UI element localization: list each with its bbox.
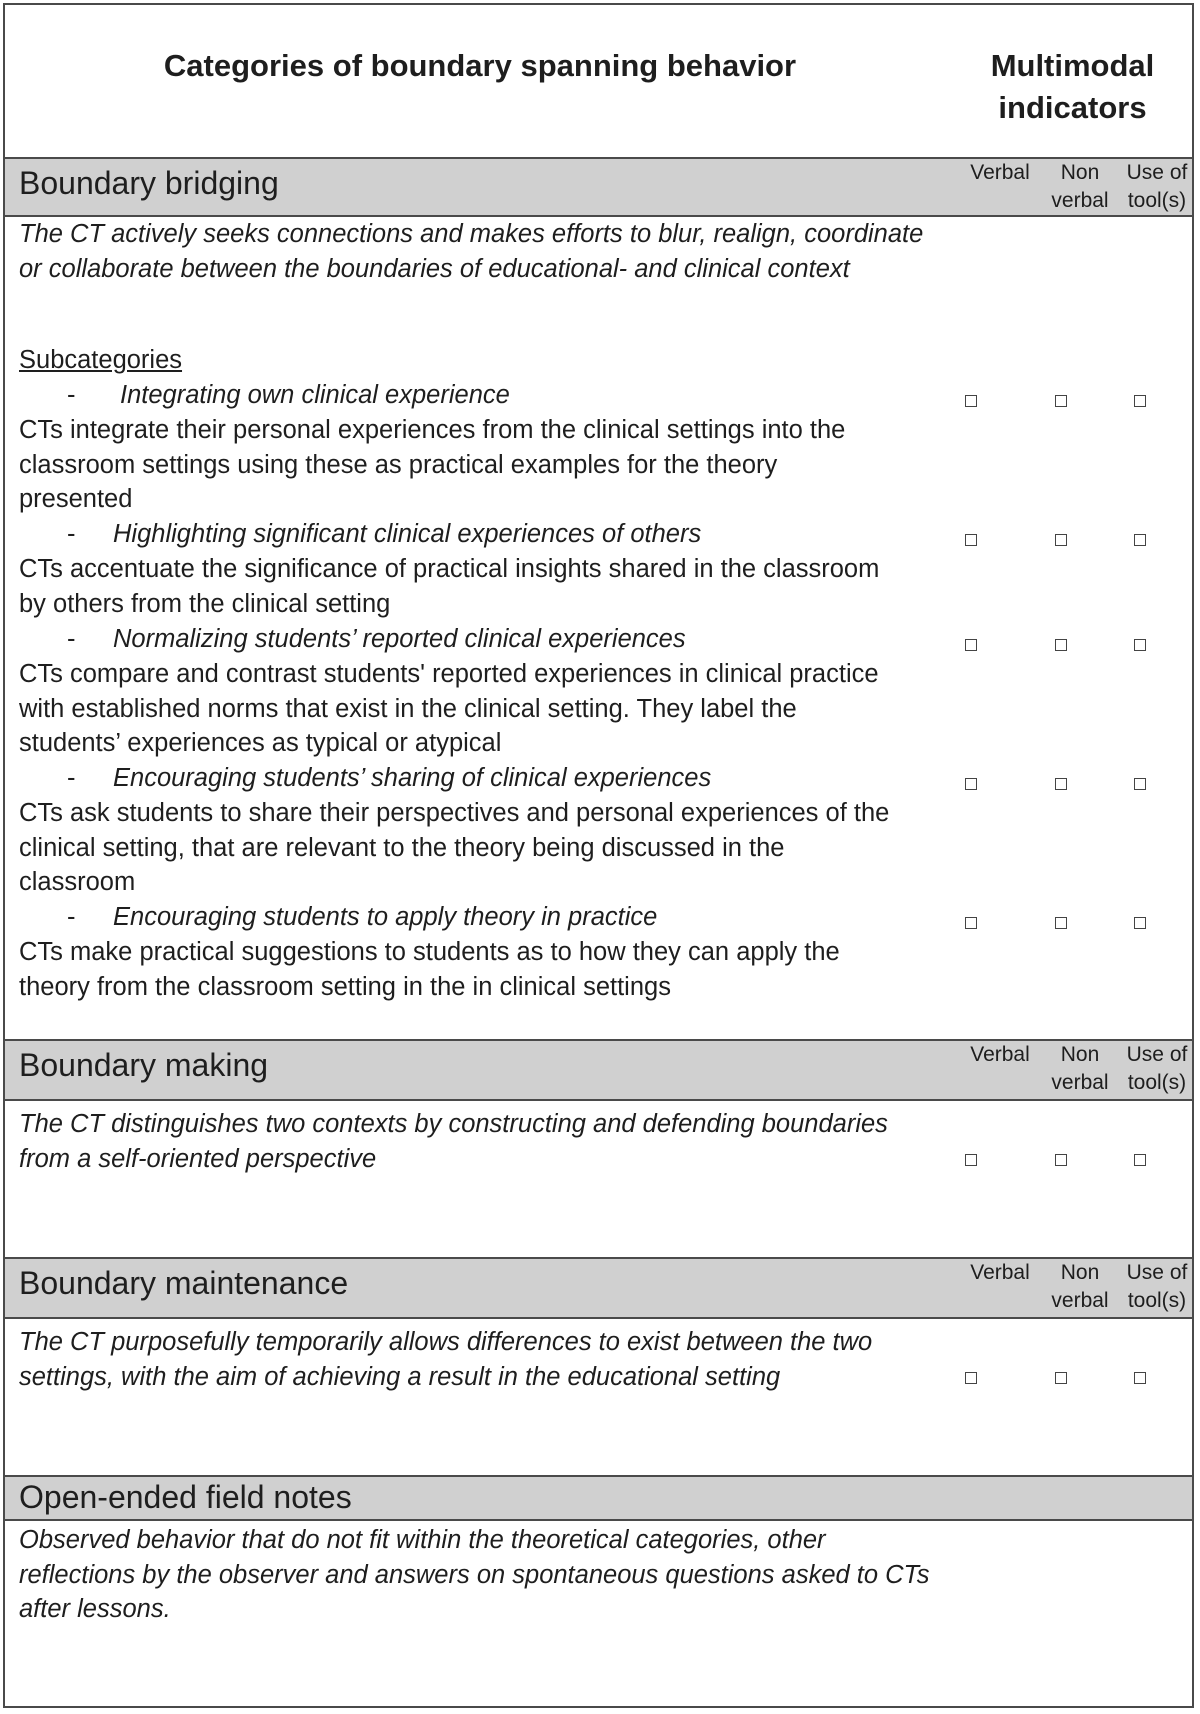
subcategory-name: Encouraging students to apply theory in practice (113, 903, 658, 931)
section-title-bridging: Boundary bridging (19, 165, 279, 201)
description-line: classroom (19, 868, 136, 896)
column-tools-line2: tool(s) (1127, 1289, 1187, 1312)
description-line: by others from the clinical setting (19, 589, 391, 618)
checkbox-verbal[interactable] (965, 917, 977, 929)
definition-maintenance-line1: The CT purposefully temporarily allows differences to exist between the two (19, 1328, 873, 1356)
checkbox-tools[interactable] (1134, 778, 1146, 790)
fieldnotes-description (19, 1523, 959, 1627)
checkbox-verbal[interactable] (965, 534, 977, 546)
checkbox-tools[interactable] (1134, 917, 1146, 929)
table-header-categories: Categories of boundary spanning behavior (163, 48, 797, 83)
checkbox-nonverbal[interactable] (1055, 778, 1067, 790)
checkbox-nonverbal[interactable] (1055, 917, 1067, 929)
column-nonverbal (1040, 1259, 1120, 1315)
checkbox-verbal[interactable] (965, 639, 977, 651)
section-band-making (5, 1039, 1192, 1101)
definition-bridging-line2: or collaborate between the boundaries of educational- and clinical context (19, 254, 850, 283)
column-nonverbal-line1: Non (1060, 1261, 1100, 1284)
description-line: with established norms that exist in the clinical setting. They label the (19, 694, 797, 723)
definition-making-line1: The CT distinguishes two contexts by constructing and defending boundaries (19, 1110, 888, 1138)
definition-maintenance (19, 1325, 959, 1394)
column-nonverbal-line1: Non (1060, 161, 1100, 184)
bullet-dash: - (67, 903, 76, 931)
subcategory-name: Highlighting significant clinical experiences of others (113, 520, 702, 548)
description-line: clinical setting, that are relevant to the theory being discussed in the (19, 833, 785, 862)
checkbox-nonverbal[interactable] (1055, 395, 1067, 407)
description-line: classroom settings using these as practical examples for the theory (19, 450, 778, 479)
subcategory-description (19, 935, 959, 1004)
checkbox-tools[interactable] (1134, 534, 1146, 546)
fieldnotes-line3: after lessons. (19, 1595, 171, 1623)
column-nonverbal-line2: verbal (1051, 189, 1109, 212)
checkbox-nonverbal[interactable] (1055, 639, 1067, 651)
description-line: CTs integrate their personal experiences from the clinical settings into the (19, 416, 846, 444)
bullet-dash: - (67, 520, 76, 548)
column-nonverbal (1040, 1041, 1120, 1097)
fieldnotes-line1: Observed behavior that do not fit within the theoretical categories, other (19, 1526, 826, 1554)
column-tools (1117, 1259, 1197, 1315)
section-title-making: Boundary making (19, 1047, 269, 1083)
subcategory-name: Encouraging students’ sharing of clinical experiences (113, 764, 712, 792)
section-band-maintenance (5, 1257, 1192, 1319)
description-line: presented (19, 485, 133, 513)
definition-making-line2: from a self-oriented perspective (19, 1144, 377, 1173)
column-nonverbal (1040, 159, 1120, 215)
column-tools-line2: tool(s) (1127, 189, 1187, 212)
subcategory-description (19, 657, 959, 761)
checkbox-verbal[interactable] (965, 1154, 977, 1166)
checkbox-nonverbal[interactable] (1055, 1372, 1067, 1384)
definition-making (19, 1107, 959, 1176)
column-verbal: Verbal (970, 161, 1030, 184)
checkbox-verbal[interactable] (965, 1372, 977, 1384)
subcategory-name: Normalizing students’ reported clinical experiences (113, 625, 686, 653)
column-tools (1117, 1041, 1197, 1097)
definition-bridging (19, 217, 959, 286)
table-header-indicators-line1: Multimodal (990, 48, 1155, 83)
bullet-dash: - (67, 381, 76, 409)
checkbox-verbal[interactable] (965, 778, 977, 790)
description-line: students’ experiences as typical or atypical (19, 729, 502, 757)
subcategory-description (19, 413, 959, 517)
bullet-dash: - (67, 764, 76, 792)
description-line: CTs compare and contrast students' reported experiences in clinical practice (19, 660, 879, 688)
section-band-bridging (5, 157, 1192, 217)
table-header-indicators-line2: indicators (998, 90, 1147, 125)
column-nonverbal-line1: Non (1060, 1043, 1100, 1066)
description-line: CTs ask students to share their perspectives and personal experiences of the (19, 799, 890, 827)
checkbox-nonverbal[interactable] (1055, 1154, 1067, 1166)
subcategory-name: Integrating own clinical experience (120, 381, 510, 409)
subcategories-label: Subcategories (19, 346, 183, 374)
column-tools-line1: Use of (1126, 1043, 1188, 1066)
description-line: theory from the classroom setting in the in clinical settings (19, 972, 671, 1001)
column-nonverbal-line2: verbal (1051, 1289, 1109, 1312)
description-line: CTs accentuate the significance of practical insights shared in the classroom (19, 555, 880, 583)
description-line: CTs make practical suggestions to students as to how they can apply the (19, 938, 840, 966)
column-tools-line1: Use of (1126, 161, 1188, 184)
checkbox-nonverbal[interactable] (1055, 534, 1067, 546)
column-tools-line2: tool(s) (1127, 1071, 1187, 1094)
table-header-indicators (955, 45, 1190, 129)
column-verbal: Verbal (970, 1043, 1030, 1066)
subcategory-description (19, 796, 959, 900)
column-nonverbal-line2: verbal (1051, 1071, 1109, 1094)
fieldnotes-line2: reflections by the observer and answers on spontaneous questions asked to CTs (19, 1560, 930, 1589)
checkbox-tools[interactable] (1134, 1154, 1146, 1166)
observation-scheme-table (3, 3, 1194, 1708)
definition-bridging-line1: The CT actively seeks connections and makes efforts to blur, realign, coordinate (19, 220, 924, 248)
column-tools (1117, 159, 1197, 215)
section-title-fieldnotes: Open-ended field notes (19, 1479, 352, 1515)
checkbox-tools[interactable] (1134, 1372, 1146, 1384)
subcategory-description (19, 552, 959, 621)
column-verbal: Verbal (970, 1261, 1030, 1284)
checkbox-tools[interactable] (1134, 639, 1146, 651)
checkbox-verbal[interactable] (965, 395, 977, 407)
section-title-maintenance: Boundary maintenance (19, 1265, 349, 1301)
definition-maintenance-line2: settings, with the aim of achieving a result in the educational setting (19, 1362, 781, 1391)
checkbox-tools[interactable] (1134, 395, 1146, 407)
column-tools-line1: Use of (1126, 1261, 1188, 1284)
bullet-dash: - (67, 625, 76, 653)
section-band-fieldnotes (5, 1475, 1192, 1521)
